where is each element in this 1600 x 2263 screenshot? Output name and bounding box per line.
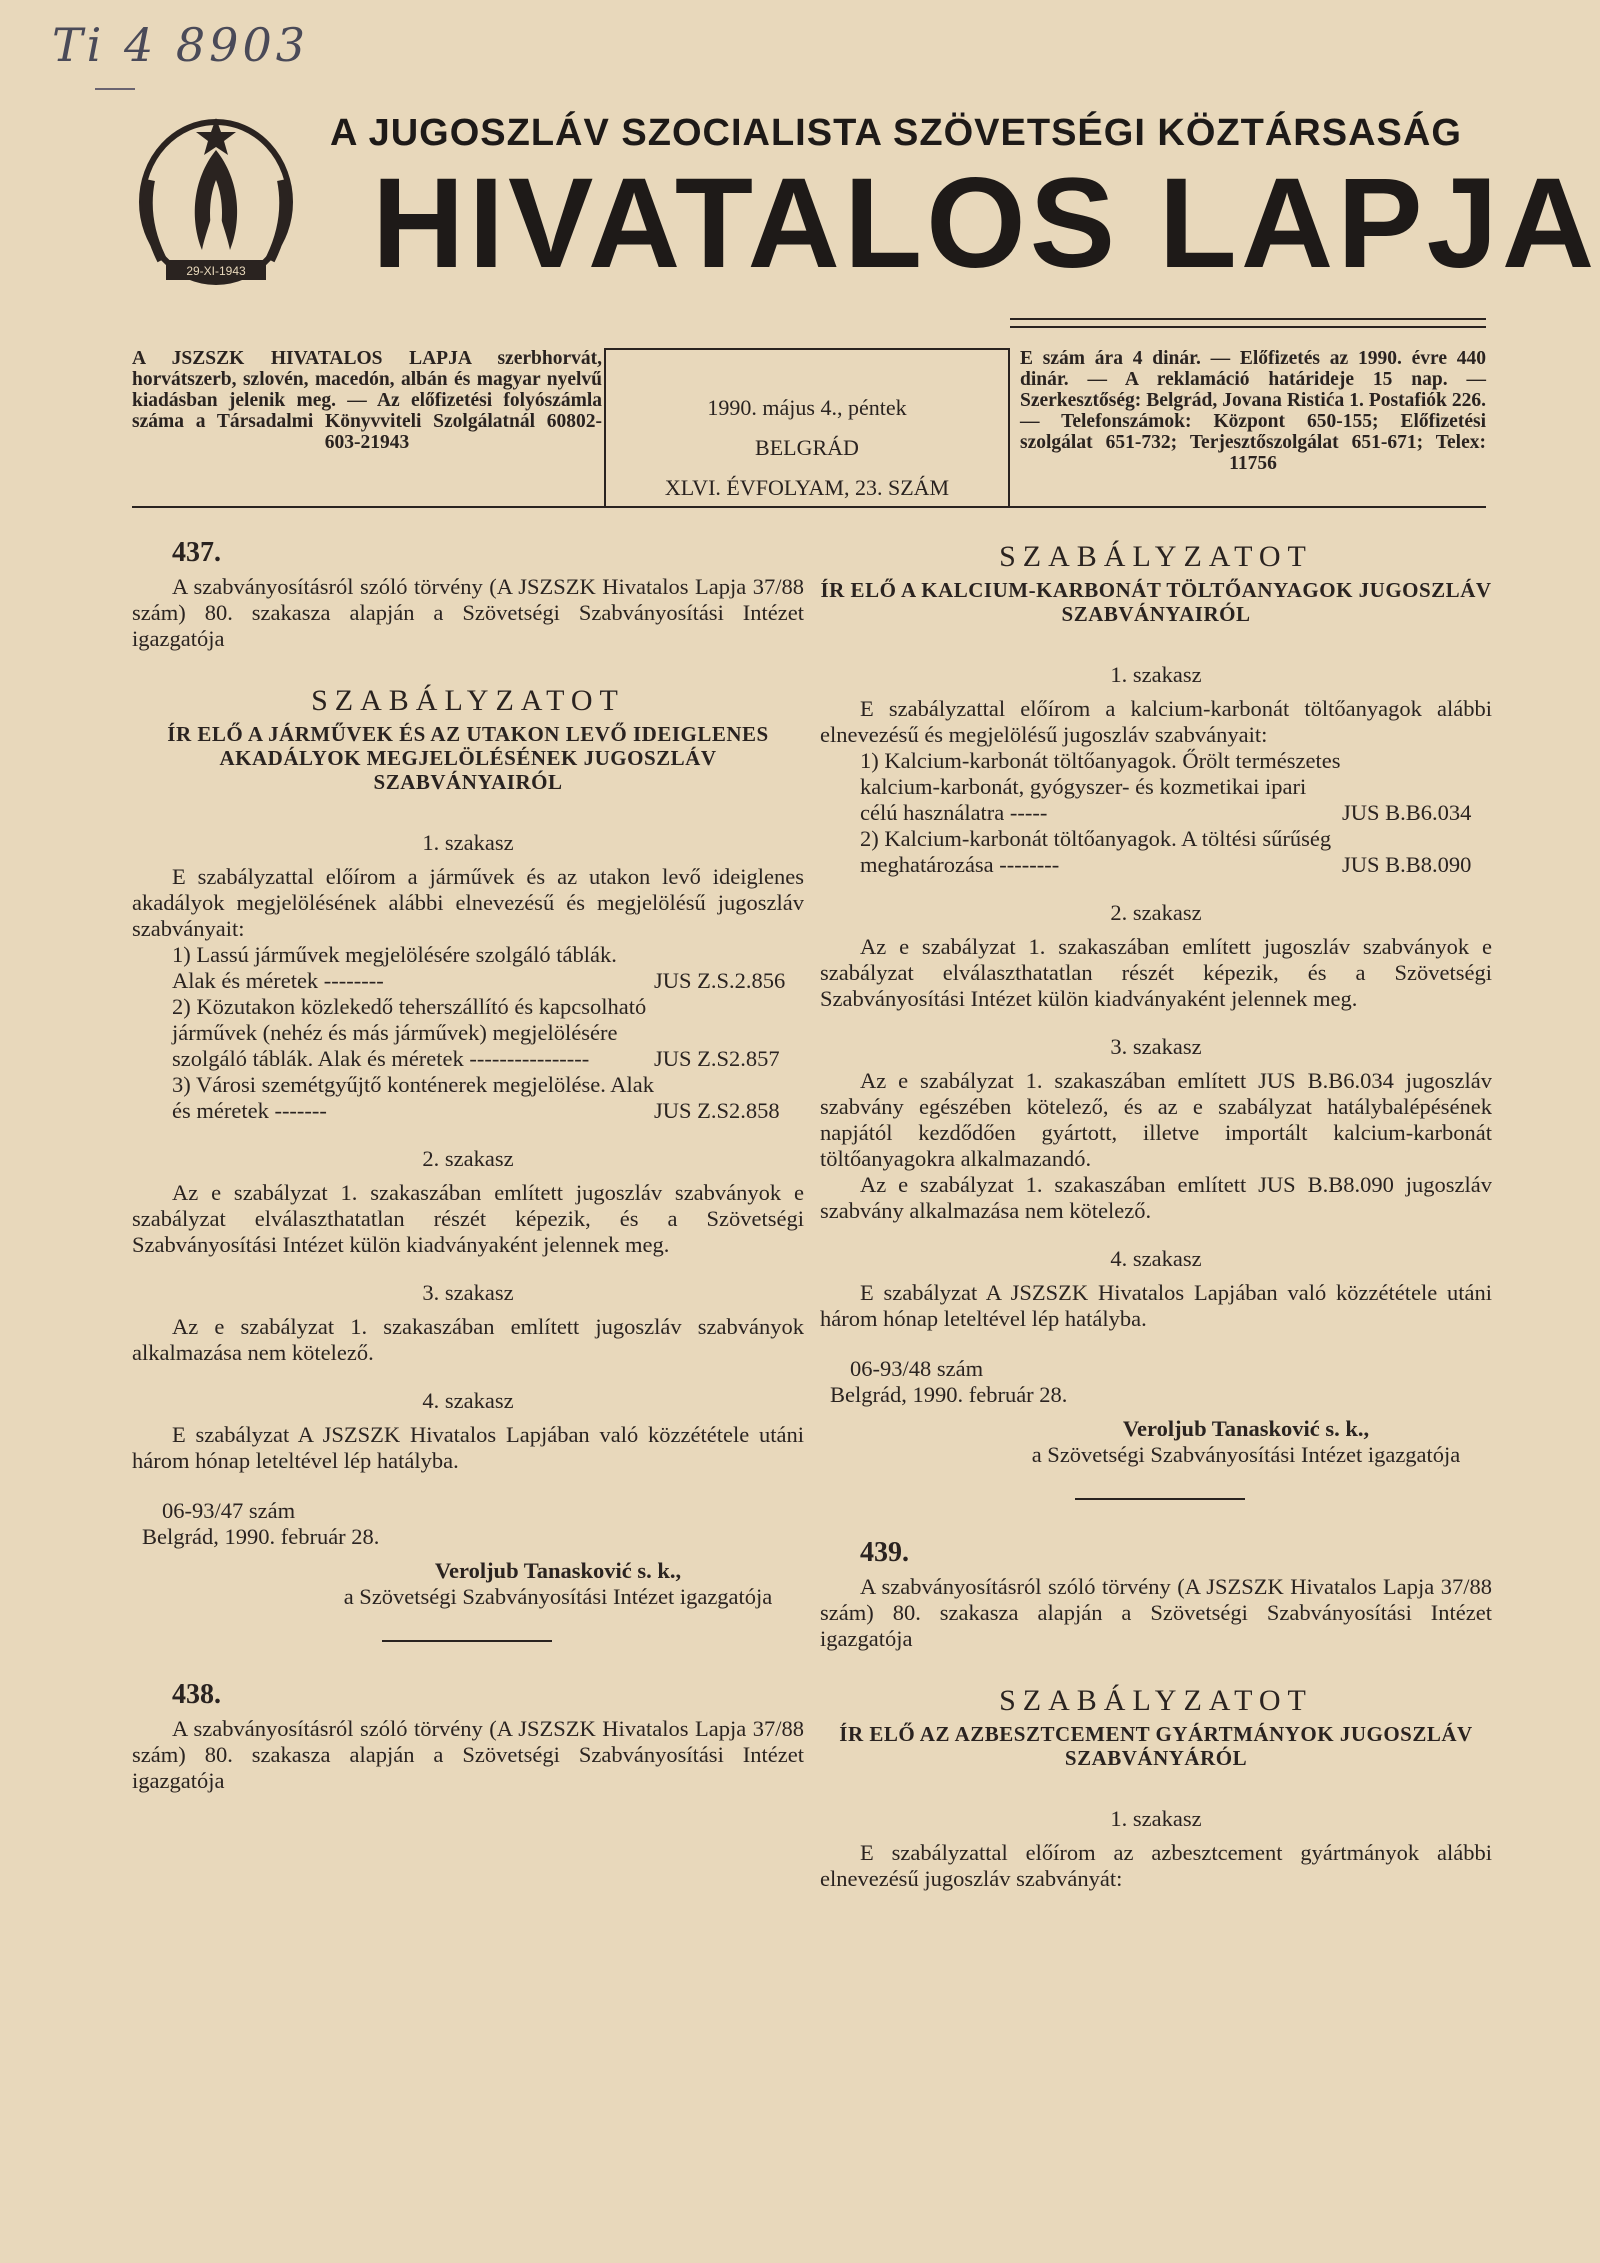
section-heading: 1. szakasz <box>1110 1806 1202 1831</box>
section-text: Az e szabályzat 1. szakaszában említett jugoszláv szabványok alkalmazása nem kötelező. <box>132 1314 804 1365</box>
place-date: Belgrád, 1990. február 28. <box>142 1524 380 1549</box>
section-heading: 1. szakasz <box>422 830 514 855</box>
right-column <box>820 540 1492 1892</box>
doc-number: 437. <box>172 537 221 568</box>
section-heading: 3. szakasz <box>1110 1034 1202 1059</box>
standard-name: 2) Kalcium-karbonát töltőanyagok. A töltési sűrűség meghatározása -------- <box>860 826 1332 877</box>
section-text: E szabályzat A JSZSZK Hivatalos Lapjában való közzététele utáni három hónap leteltével lép hatályba. <box>132 1422 804 1473</box>
standard-item <box>132 1072 804 1124</box>
section-text: Az e szabályzat 1. szakaszában említett jugoszláv szabványok e szabályzat elválaszthatatlan részét képezik, és a Szövetségi Szabványosítási Intézet külön kiadványaként jelennek meg. <box>820 934 1492 1011</box>
standard-item <box>820 748 1492 826</box>
section-heading: 4. szakasz <box>422 1388 514 1413</box>
standard-code: JUS Z.S2.857 <box>654 1046 780 1071</box>
doc-number: 438. <box>172 1679 221 1710</box>
left-column <box>132 537 804 1794</box>
section-heading: 2. szakasz <box>1110 900 1202 925</box>
publication-info: A JSZSZK HIVATALOS LAPJA szerbhorvát, horvátszerb, szlovén, macedón, albán és magyar nyelvű kiadásban jelenik meg. — Az előfizetési folyószámla száma a Társadalmi Könyvviteli Szolgálatnál 60802-603-21943 <box>132 348 602 453</box>
header-bottom-rule <box>132 506 1486 508</box>
standard-item <box>132 942 804 994</box>
doc-intro: A szabványosításról szóló törvény (A JSZSZK Hivatalos Lapja 37/88 szám) 80. szakasza alapján a Szövetségi Szabványosítási Intézet igazgatója <box>820 1574 1492 1651</box>
issue-number: XLVI. ÉVFOLYAM, 23. SZÁM <box>664 475 950 500</box>
standard-name: 2) Közutakon közlekedő teherszállító és kapcsolható járművek (nehéz és más járművek) megjelölésére szolgáló táblák. Alak és méretek ---------------- <box>172 994 647 1071</box>
doc-subtitle: ÍR ELŐ A KALCIUM-KARBONÁT TÖLTŐANYAGOK JUGOSZLÁV SZABVÁNYAIRÓL <box>820 578 1492 626</box>
reference-number: 06-93/48 szám <box>850 1356 984 1381</box>
standard-item <box>132 994 804 1072</box>
signer-title: a Szövetségi Szabványosítási Intézet igazgatója <box>1031 1442 1461 1467</box>
doc-intro: A szabványosításról szóló törvény (A JSZSZK Hivatalos Lapja 37/88 szám) 80. szakasza alapján a Szövetségi Szabványosítási Intézet igazgatója <box>132 1716 804 1793</box>
doc-subtitle: ÍR ELŐ AZ AZBESZTCEMENT GYÁRTMÁNYOK JUGOSZLÁV SZABVÁNYÁRÓL <box>839 1722 1473 1770</box>
state-emblem-icon <box>132 110 300 310</box>
title-underline <box>1010 318 1486 320</box>
issue-box <box>604 348 1010 506</box>
standard-item <box>820 826 1492 878</box>
issue-place: BELGRÁD <box>755 435 859 460</box>
doc-intro: A szabványosításról szóló törvény (A JSZSZK Hivatalos Lapja 37/88 szám) 80. szakasza alapján a Szövetségi Szabványosítási Intézet igazgatója <box>132 574 804 651</box>
standard-name: 1) Kalcium-karbonát töltőanyagok. Őrölt természetes kalcium-karbonát, gyógyszer- és kozmetikai ipari célú használatra ----- <box>860 748 1341 825</box>
signer-name: Veroljub Tanasković s. k., <box>1122 1416 1370 1441</box>
signer-title: a Szövetségi Szabványosítási Intézet igazgatója <box>343 1584 773 1609</box>
section-heading: 3. szakasz <box>422 1280 514 1305</box>
gazette-title: HIVATALOS LAPJA <box>372 152 1599 295</box>
doc-number: 439. <box>860 1537 909 1568</box>
separator-rule <box>382 1640 552 1642</box>
doc-title: SZABÁLYZATOT <box>999 540 1313 573</box>
subscription-info: E szám ára 4 dinár. — Előfizetés az 1990. évre 440 dinár. — A reklamáció határideje 15 nap. — Szerkesztőség: Belgrád, Jovana Ristića 1. Postafiók 226. — Telefonszámok: Központ 650-155; Előfizetési szolgálat 651-732; Terjesztőszolgálat 651-671; Telex: 11756 <box>1020 348 1486 474</box>
standard-code: JUS B.B8.090 <box>1342 852 1472 877</box>
section-text: E szabályzattal előírom a kalcium-karbonát töltőanyagok alábbi elnevezésű és megjelölésű jugoszláv szabványait: <box>820 696 1492 747</box>
emblem-date: 29-XI-1943 <box>186 264 246 278</box>
doc-title: SZABÁLYZATOT <box>999 1684 1313 1717</box>
section-text: E szabályzat A JSZSZK Hivatalos Lapjában való közzététele utáni három hónap leteltével lép hatályba. <box>820 1280 1492 1331</box>
standard-name: 1) Lassú járművek megjelölésére szolgáló táblák. Alak és méretek -------- <box>172 942 617 993</box>
section-text: Az e szabályzat 1. szakaszában említett JUS B.B8.090 jugoszláv szabvány alkalmazása nem kötelező. <box>820 1172 1492 1223</box>
standard-code: JUS B.B6.034 <box>1342 800 1472 825</box>
title-underline-2 <box>1010 326 1486 328</box>
section-heading: 1. szakasz <box>1110 662 1202 687</box>
handwritten-archive-note: Ti 4 8903 <box>52 18 309 72</box>
signer-name: Veroljub Tanasković s. k., <box>434 1558 682 1583</box>
section-text: Az e szabályzat 1. szakaszában említett JUS B.B6.034 jugoszláv szabvány egészében kötelező, és az e szabályzat hatálybalépésének napjától kezdődően gyártott, illetve importált kalcium-karbonát töltőanyagokra alkalmazandó. <box>820 1068 1492 1171</box>
doc-subtitle: ÍR ELŐ A JÁRMŰVEK ÉS AZ UTAKON LEVŐ IDEIGLENES AKADÁLYOK MEGJELÖLÉSÉNEK JUGOSZLÁV SZABVÁNYAIRÓL <box>167 722 769 794</box>
gazette-supertitle: A JUGOSZLÁV SZOCIALISTA SZÖVETSÉGI KÖZTÁRSASÁG <box>330 112 1462 154</box>
section-heading: 4. szakasz <box>1110 1246 1202 1271</box>
standard-code: JUS Z.S.2.856 <box>654 968 786 993</box>
standard-code: JUS Z.S2.858 <box>654 1098 780 1123</box>
issue-date: 1990. május 4., péntek <box>707 395 907 420</box>
section-text: E szabályzattal előírom a járművek és az utakon levő ideiglenes akadályok megjelölésének alábbi elnevezésű és megjelölésű jugoszláv szabványait: <box>132 864 804 941</box>
reference-number: 06-93/47 szám <box>162 1498 296 1523</box>
separator-rule <box>1075 1498 1245 1500</box>
handwritten-dash <box>95 88 135 90</box>
section-text: Az e szabályzat 1. szakaszában említett jugoszláv szabványok e szabályzat elválaszthatatlan részét képezik, és a Szövetségi Szabványosítási Intézet külön kiadványaként jelennek meg. <box>132 1180 804 1257</box>
place-date: Belgrád, 1990. február 28. <box>830 1382 1068 1407</box>
section-heading: 2. szakasz <box>422 1146 514 1171</box>
standard-name: 3) Városi szemétgyűjtő konténerek megjelölése. Alak és méretek ------- <box>172 1072 654 1123</box>
doc-title: SZABÁLYZATOT <box>311 684 625 717</box>
section-text: E szabályzattal előírom az azbesztcement gyártmányok alábbi elnevezésű jugoszláv szabványát: <box>820 1840 1492 1891</box>
